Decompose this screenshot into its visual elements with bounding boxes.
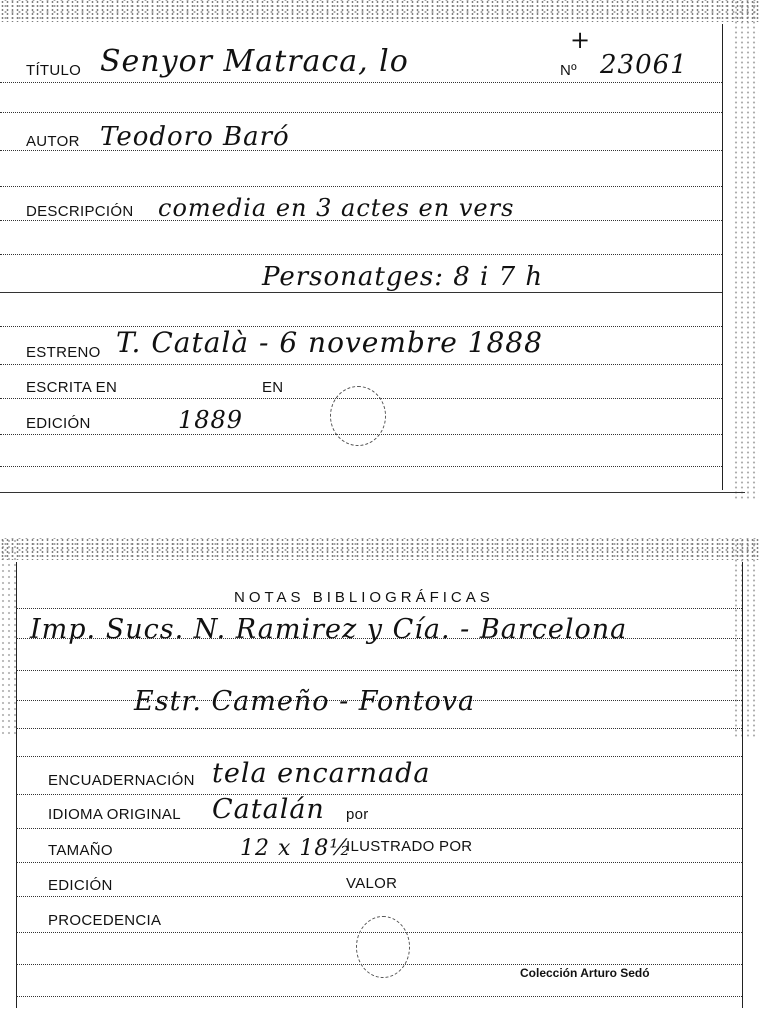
- notas-heading: NOTAS BIBLIOGRÁFICAS: [234, 589, 494, 606]
- card-bottom-border: [0, 492, 745, 493]
- numero-label: Nº: [560, 62, 577, 79]
- numero-value: 23061: [600, 50, 688, 80]
- escrita-en-label: ESCRITA EN: [26, 379, 118, 396]
- rule-line: [16, 828, 742, 829]
- rule-line: [16, 862, 742, 863]
- rule-line: [0, 112, 722, 113]
- rule-line: [16, 670, 742, 671]
- edicion-label: EDICIÓN: [26, 415, 91, 432]
- card-right-border: [742, 562, 743, 1008]
- rule-line: [16, 608, 742, 609]
- estreno-value: T. Català - 6 novembre 1888: [116, 326, 543, 359]
- rule-line: [0, 82, 722, 83]
- scan-edge-top: [0, 0, 759, 22]
- rule-line: [0, 186, 722, 187]
- titulo-value: Senyor Matraca, lo: [100, 44, 409, 79]
- scan-edge-right: [733, 0, 759, 500]
- catalog-card-back: [0, 538, 759, 1028]
- tamano-value: 12 x 18½: [240, 836, 352, 861]
- ilustrado-por-label: ILUSTRADO POR: [346, 838, 473, 855]
- tamano-label: TAMAÑO: [48, 842, 113, 859]
- rule-line: [0, 364, 722, 365]
- autor-value: Teodoro Baró: [100, 122, 290, 152]
- edicion-value: 1889: [178, 406, 244, 434]
- collection-credit: Colección Arturo Sedó: [520, 966, 650, 980]
- catalog-card-front: [0, 0, 759, 500]
- card-right-border: [722, 24, 723, 490]
- edicion-label: EDICIÓN: [48, 877, 113, 894]
- rule-line: [0, 292, 722, 293]
- por-label: por: [346, 806, 369, 823]
- idioma-original-label: IDIOMA ORIGINAL: [48, 806, 181, 823]
- encuadernacion-label: ENCUADERNACIÓN: [48, 772, 195, 789]
- numero-mark: +: [570, 26, 592, 54]
- notes-line-2: Estr. Cameño - Fontova: [134, 686, 476, 717]
- notes-line-1: Imp. Sucs. N. Ramirez y Cía. - Barcelona: [30, 614, 628, 645]
- en-label: EN: [262, 379, 284, 396]
- rule-line: [16, 756, 742, 757]
- descripcion-label: DESCRIPCIÓN: [26, 203, 134, 220]
- rule-line: [16, 996, 742, 997]
- titulo-label: TÍTULO: [26, 62, 82, 79]
- library-stamp: [356, 916, 410, 978]
- rule-line: [0, 466, 722, 467]
- card-left-border: [16, 562, 17, 1008]
- autor-label: AUTOR: [26, 133, 80, 150]
- library-stamp: [330, 386, 386, 446]
- procedencia-label: PROCEDENCIA: [48, 912, 162, 929]
- rule-line: [0, 254, 722, 255]
- rule-line: [16, 728, 742, 729]
- rule-line: [16, 794, 742, 795]
- scan-edge-top: [0, 538, 759, 560]
- idioma-original-value: Catalán: [212, 794, 325, 825]
- rule-line: [16, 896, 742, 897]
- encuadernacion-value: tela encarnada: [212, 758, 431, 789]
- valor-label: VALOR: [346, 875, 398, 892]
- personatges-value: Personatges: 8 i 7 h: [262, 262, 544, 292]
- estreno-label: ESTRENO: [26, 344, 101, 361]
- descripcion-value: comedia en 3 actes en vers: [158, 194, 515, 222]
